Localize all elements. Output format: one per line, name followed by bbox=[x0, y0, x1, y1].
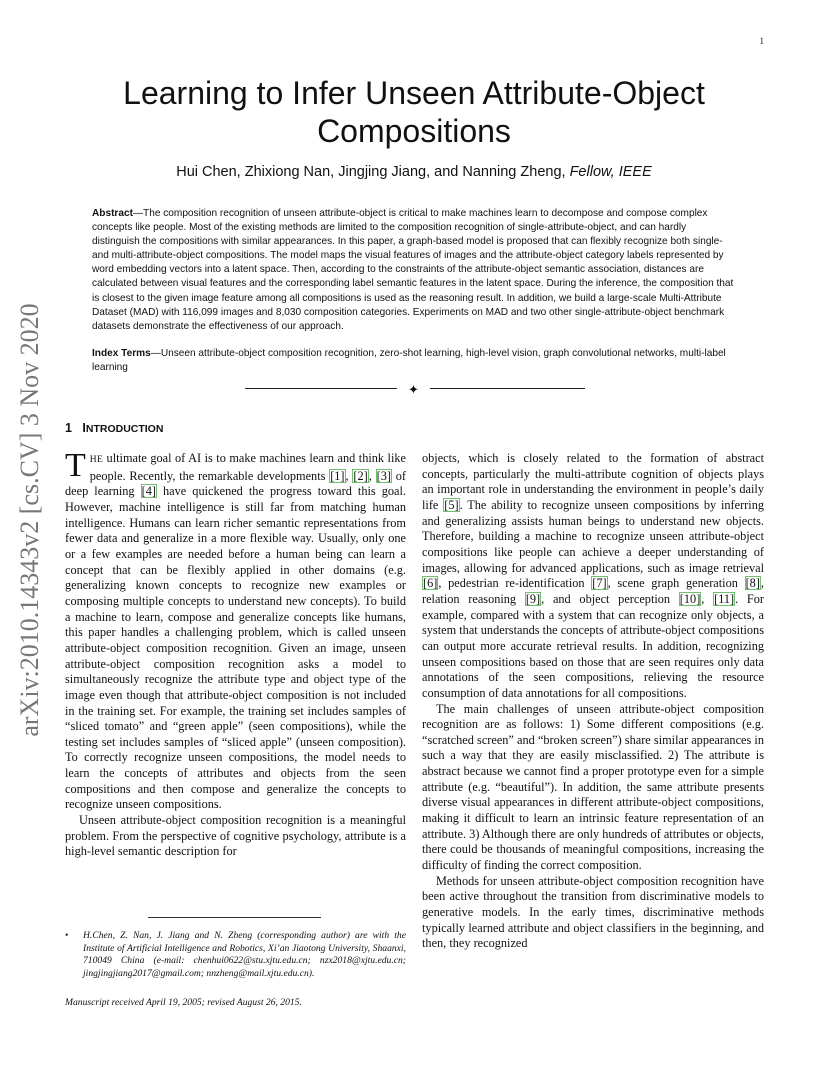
index-terms-text: —Unseen attribute-object composition recognition, zero-shot learning, high-level vision, graph convolutional networks, multi-label learning bbox=[92, 348, 726, 374]
paragraph bbox=[65, 447, 407, 813]
section-divider bbox=[245, 382, 585, 397]
authors-names: Hui Chen, Zhixiong Nan, Jingjing Jiang, and Nanning Zheng, bbox=[176, 164, 566, 180]
paragraph: The main challenges of unseen attribute-object composition recognition are as follows: 1) Some different compositions (e.g. “scratched screen” and “broken screen”) share similar appearances in such a way that they are easily misclassified. 2) The attribute is abstract because we cannot find a proper prototype even for a simple attribute (e.g. “beautiful”). In addition, the same attribute presents diverse visual appearances in different attribute-object compositions, making it difficult to learn an intrinsic feature representation of an attribute. 3) Although there are only hundreds of attributes or objects, there could be thousands of meaningful compositions, increasing the difficulty of finding the correct composition. bbox=[422, 701, 764, 873]
text-run: , bbox=[345, 468, 353, 483]
abstract-label: Abstract bbox=[92, 208, 133, 219]
citation-link[interactable]: [7] bbox=[592, 576, 607, 591]
paper-title: Learning to Infer Unseen Attribute-Object Compositions bbox=[123, 75, 705, 149]
index-terms bbox=[92, 347, 734, 375]
citation-link[interactable]: [10] bbox=[679, 591, 701, 606]
arxiv-sidebar bbox=[0, 270, 60, 770]
abstract bbox=[92, 207, 734, 334]
citation-link[interactable]: [6] bbox=[423, 576, 438, 591]
text-run: objects, which is closely related to the formation of abstract concepts, particularly the multi-attribute cognition of objects plays an important role in understanding the environment in people’s daily life bbox=[422, 451, 764, 512]
manuscript-note: Manuscript received April 19, 2005; revised August 26, 2015. bbox=[65, 997, 302, 1008]
text-run: . For example, compared with a system that can recognize only objects, a system that understands the concepts of attribute-object compositions can output more accurate retrieval results. In addition, recognizing unseen compositions based on those that are seen requires only data annotations of the seen compositions, relieving the resource consumption of data annotations for all compositions. bbox=[422, 591, 764, 700]
authors-fellow: Fellow, IEEE bbox=[569, 164, 652, 180]
section-first-letter: I bbox=[82, 421, 86, 435]
abstract-text: —The composition recognition of unseen attribute-object is critical to make machines learn to decompose and compose complex concepts like people. Most of the existing methods are limited to the composition recognition of single-attribute-object, and can hardly distinguish the compositions with similar appearances. In this paper, a graph-based model is proposed that can flexibly recognize both single- and multi-attribute-object compositions. The model maps the visual features of images and the attribute-object category labels represented by word embedding vectors into a latent space. Then, according to the constraints of the attribute-object semantic association, distances are calculated between visual features and the corresponding label semantic features in the latent space. During the inference, the composition that is closest to the given image feature among all compositions is used as the reasoning result. In addition, we build a large-scale Multi-Attribute Dataset (MAD) with 116,099 images and 8,030 composition categories. Experiments on MAD and two other single-attribute-object benchmark datasets demonstrate the effectiveness of our approach. bbox=[92, 208, 734, 332]
citation-link[interactable]: [1] bbox=[330, 468, 345, 483]
citation-link[interactable]: [5] bbox=[444, 497, 459, 512]
paragraph: Methods for unseen attribute-object composition recognition have been active throughout the transition from discriminative models to generative models. In the early times, discriminative methods typically learned attribute and object classifiers in the beginning, and then, they recognized bbox=[422, 873, 764, 951]
text-run: . The ability to recognize unseen compositions by inferring and generalizing assists human beings to understand new objects. Therefore, building a machine to recognize unseen attribute-object compositions like people can achieve a deeper understanding of images, allowing for advanced applications, such as image retrieval bbox=[422, 497, 764, 575]
text-run: have quickened the progress toward this goal. However, machine intelligence is still far from matching human intelligence. Humans can learn richer semantic representations from fewer data and generalize in a more flexible way. Usually, only one or a few examples are needed before a human being can learn a concept that can be flexibly applied in other domains (e.g. generalizing known concepts to recognize new examples or composing multiple concepts to understand new concepts). To build a machine to learn, compose and generalize concepts like humans, this paper handles a challenging problem, which is called unseen attribute-object composition recognition. Given an image, unseen attribute-object composition recognition asks a model to simultaneously recognize the attribute type and object type of the image even though that attribute-object composition is not included in the training set. For example, the training set includes samples of “sliced tomato” and “green apple” (seen compositions), while the testing set includes samples of “sliced apple” (unseen composition). To correctly recognize unseen compositions, the model needs to learn the concepts of attributes and objects from the seen compositions and then compose and generalize the concepts to recognize unseen compositions. bbox=[65, 484, 406, 812]
footnote-text: H.Chen, Z. Nan, J. Jiang and N. Zheng (corresponding author) are with the Institute of Artificial Intelligence and Robotics, Xi’an Jiaotong University, Shaanxi, 710049 China (e-mail: chenhui0622@stu.xjtu.edu.cn; nzx2018@xjtu.edu.cn; jingjingjiang2017@gmail.com; nnzheng@mail.xjtu.edu.cn). bbox=[83, 930, 406, 980]
citation-link[interactable]: [11] bbox=[714, 591, 735, 606]
citation-link[interactable]: [4] bbox=[141, 484, 156, 499]
drop-cap: T bbox=[65, 447, 86, 484]
page-number: 1 bbox=[759, 36, 764, 46]
text-run: ultimate goal of AI is to make machines learn and think like people. Recently, the remarkable developments bbox=[89, 451, 406, 483]
first-word-smallcaps: HE bbox=[89, 455, 104, 465]
text-run: of deep learning bbox=[65, 468, 407, 499]
section-number: 1 bbox=[65, 421, 72, 435]
text-run: , bbox=[368, 468, 376, 483]
footnote bbox=[65, 930, 406, 981]
divider-diamond-icon: ✦ bbox=[408, 382, 419, 397]
text-run: , scene graph generation bbox=[607, 576, 745, 591]
section-title-rest: NTRODUCTION bbox=[85, 423, 164, 435]
citation-link[interactable]: [9] bbox=[525, 591, 541, 606]
text-run: , pedestrian re-identification bbox=[438, 576, 592, 591]
footnote-bullet-icon: • bbox=[65, 930, 69, 941]
citation-link[interactable]: [2] bbox=[353, 468, 368, 483]
section-heading bbox=[65, 421, 163, 435]
arxiv-identifier[interactable]: arXiv:2010.14343v2 [cs.CV] 3 Nov 2020 bbox=[15, 303, 44, 737]
right-column bbox=[422, 451, 764, 952]
text-run: , bbox=[701, 591, 714, 606]
index-terms-label: Index Terms bbox=[92, 348, 151, 359]
left-column bbox=[65, 447, 407, 860]
paragraph: Unseen attribute-object composition recognition is a meaningful problem. From the perspective of cognitive psychology, attribute is a high-level semantic description for bbox=[65, 813, 406, 859]
paragraph bbox=[422, 451, 764, 702]
author-list bbox=[80, 164, 748, 180]
text-run: , relation reasoning bbox=[422, 576, 764, 606]
text-run: , and object perception bbox=[541, 591, 679, 606]
citation-link[interactable]: [8] bbox=[745, 576, 760, 591]
divider-line-left bbox=[245, 388, 397, 389]
footnote-rule bbox=[148, 917, 321, 918]
divider-line-right bbox=[430, 388, 585, 389]
citation-link[interactable]: [3] bbox=[376, 468, 391, 483]
